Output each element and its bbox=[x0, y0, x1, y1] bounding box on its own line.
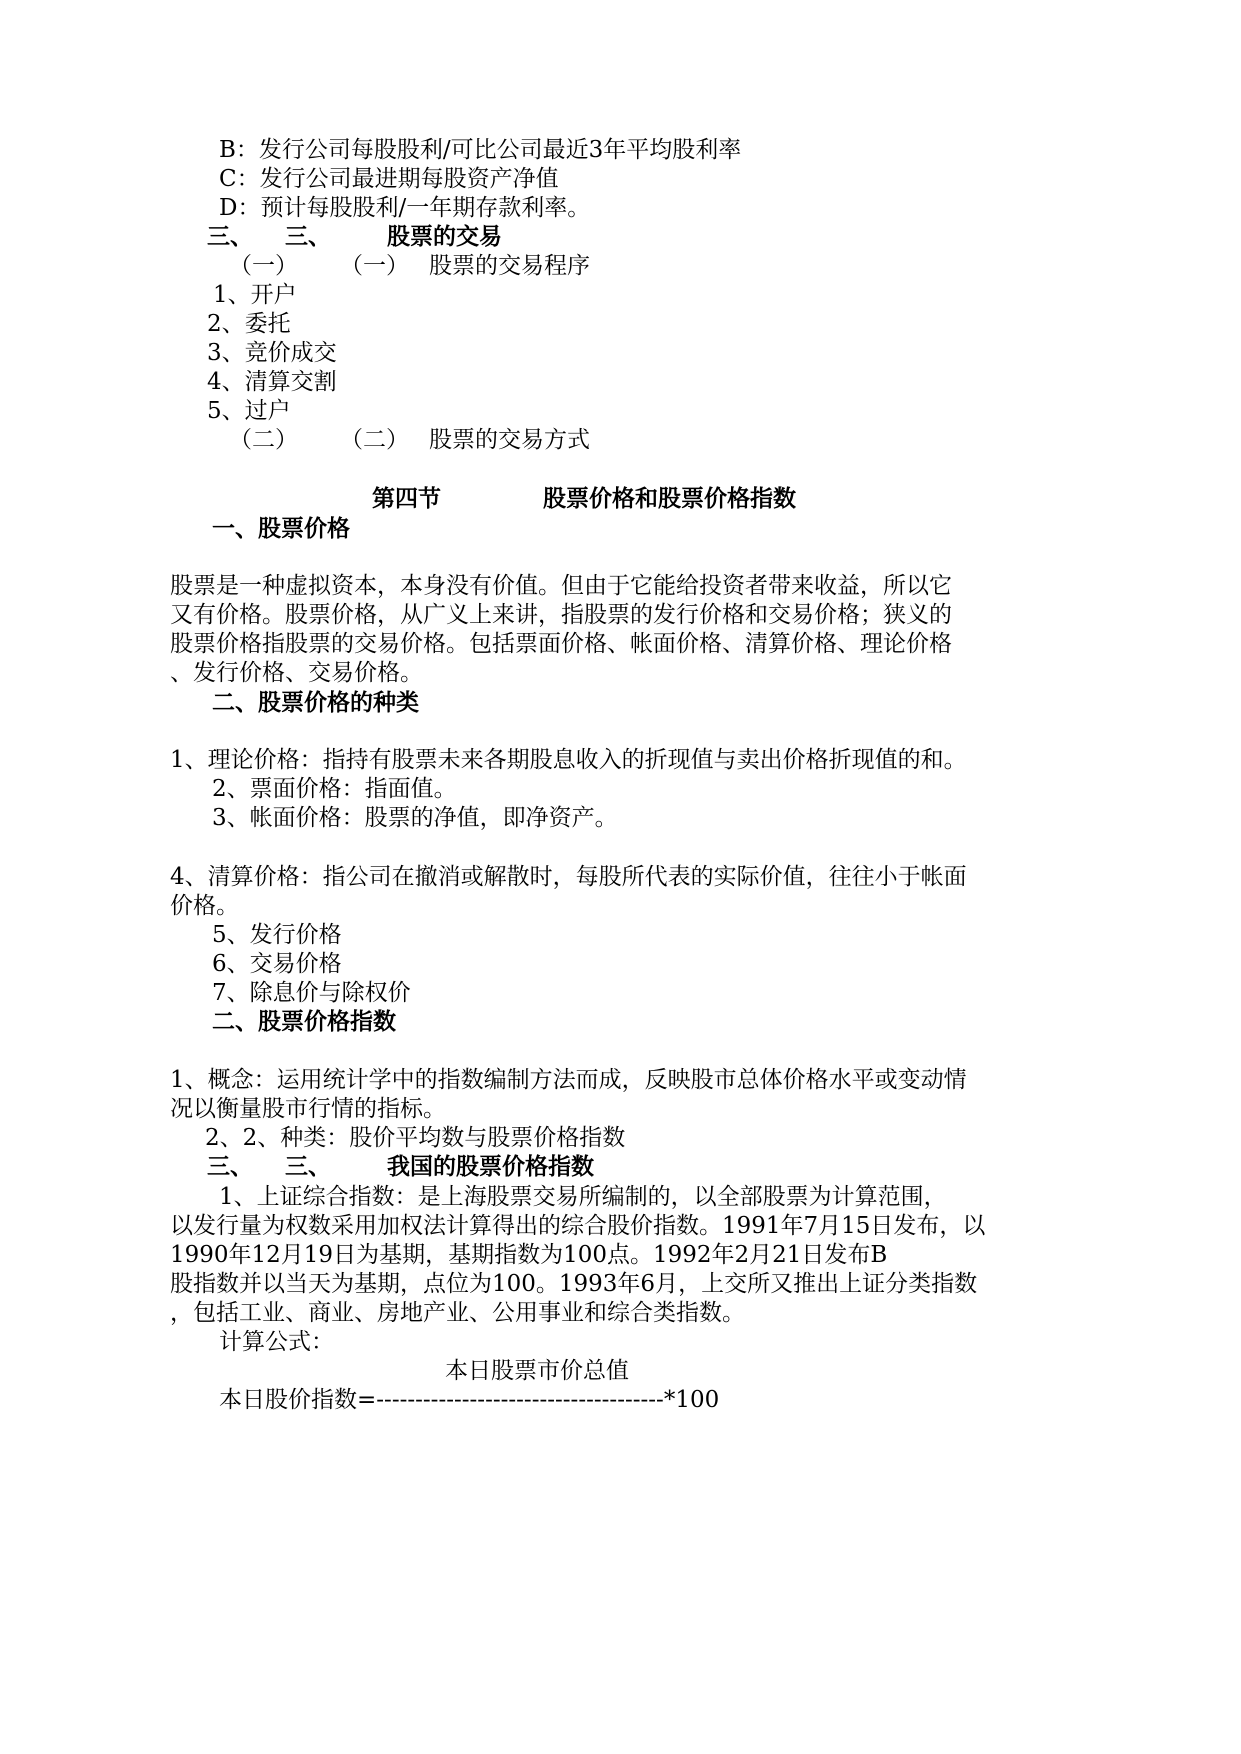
shanghai-line: 以发行量为权数采用加权法计算得出的综合股价指数。1991年7月15日发布，以 bbox=[170, 1213, 986, 1239]
shanghai-line: 1、上证综合指数：是上海股票交易所编制的，以全部股票为计算范围， bbox=[219, 1184, 947, 1210]
section-label: 第四节 bbox=[372, 485, 441, 512]
subheading-number: （二） bbox=[340, 427, 409, 453]
concept-line: 1、概念：运用统计学中的指数编制方法而成，反映股市总体价格水平或变动情 bbox=[170, 1067, 967, 1093]
subheading-number: （一） bbox=[340, 253, 409, 279]
shanghai-line: ，包括工业、商业、房地产业、公用事业和综合类指数。 bbox=[170, 1300, 745, 1326]
heading-title: 股票的交易 bbox=[387, 223, 502, 250]
option-d: D：预计每股股利/一年期存款利率。 bbox=[219, 195, 591, 221]
kind-item: 3、帐面价格：股票的净值，即净资产。 bbox=[212, 805, 618, 831]
subheading-title: 股票的交易方式 bbox=[429, 427, 590, 453]
step-item: 1、开户 bbox=[213, 282, 297, 308]
subheading-title: 股票的交易程序 bbox=[429, 253, 590, 279]
paragraph-line: 又有价格。股票价格，从广义上来讲，指股票的发行价格和交易价格；狭义的 bbox=[170, 602, 952, 628]
heading-number: 三、 bbox=[207, 223, 253, 250]
formula-line: 本日股价指数=-------------------------------------*100 bbox=[219, 1387, 720, 1413]
heading-stock-price: 一、股票价格 bbox=[212, 515, 350, 542]
shanghai-line: 1990年12月19日为基期，基期指数为100点。1992年2月21日发布B bbox=[170, 1242, 888, 1268]
kind-item: 2、票面价格：指面值。 bbox=[212, 776, 457, 802]
heading-number: 三、 bbox=[285, 223, 331, 250]
formula-label: 计算公式： bbox=[219, 1329, 334, 1355]
types-line: 2、2、种类：股价平均数与股票价格指数 bbox=[205, 1125, 626, 1151]
concept-line: 况以衡量股市行情的指标。 bbox=[170, 1096, 446, 1122]
kind-item: 7、除息价与除权价 bbox=[212, 980, 411, 1006]
kind-item: 4、清算价格：指公司在撤消或解散时，每股所代表的实际价值，往往小于帐面 bbox=[170, 864, 967, 890]
heading-number: 三、 bbox=[207, 1153, 253, 1180]
option-c: C：发行公司最进期每股资产净值 bbox=[219, 166, 559, 192]
step-item: 4、清算交割 bbox=[207, 369, 337, 395]
option-b: B：发行公司每股股利/可比公司最近3年平均股利率 bbox=[219, 137, 742, 163]
kind-item-continued: 价格。 bbox=[170, 893, 239, 919]
heading-china-index bbox=[207, 1152, 594, 1182]
subheading-number: （二） bbox=[229, 427, 298, 453]
heading-number: 三、 bbox=[285, 1153, 331, 1180]
formula-numerator: 本日股票市价总值 bbox=[445, 1358, 629, 1384]
subheading-trading-procedure bbox=[229, 251, 590, 281]
section-title: 股票价格和股票价格指数 bbox=[543, 485, 796, 512]
paragraph-line: 股票价格指股票的交易价格。包括票面价格、帐面价格、清算价格、理论价格 bbox=[170, 631, 952, 657]
heading-price-kinds: 二、股票价格的种类 bbox=[212, 689, 419, 716]
shanghai-line: 股指数并以当天为基期，点位为100。1993年6月，上交所又推出上证分类指数 bbox=[170, 1271, 978, 1297]
heading-price-index: 二、股票价格指数 bbox=[212, 1008, 396, 1035]
heading-title: 我国的股票价格指数 bbox=[387, 1153, 594, 1180]
kind-item: 1、理论价格：指持有股票未来各期股息收入的折现值与卖出价格折现值的和。 bbox=[170, 747, 967, 773]
paragraph-line: 、发行价格、交易价格。 bbox=[170, 660, 423, 686]
subheading-number: （一） bbox=[229, 253, 298, 279]
step-item: 2、委托 bbox=[207, 311, 291, 337]
paragraph-line: 股票是一种虚拟资本，本身没有价值。但由于它能给投资者带来收益，所以它 bbox=[170, 573, 952, 599]
heading-trading bbox=[207, 222, 502, 252]
kind-item: 5、发行价格 bbox=[212, 922, 342, 948]
kind-item: 6、交易价格 bbox=[212, 951, 342, 977]
subheading-trading-methods bbox=[229, 425, 590, 455]
step-item: 3、竞价成交 bbox=[207, 340, 337, 366]
step-item: 5、过户 bbox=[207, 398, 291, 424]
